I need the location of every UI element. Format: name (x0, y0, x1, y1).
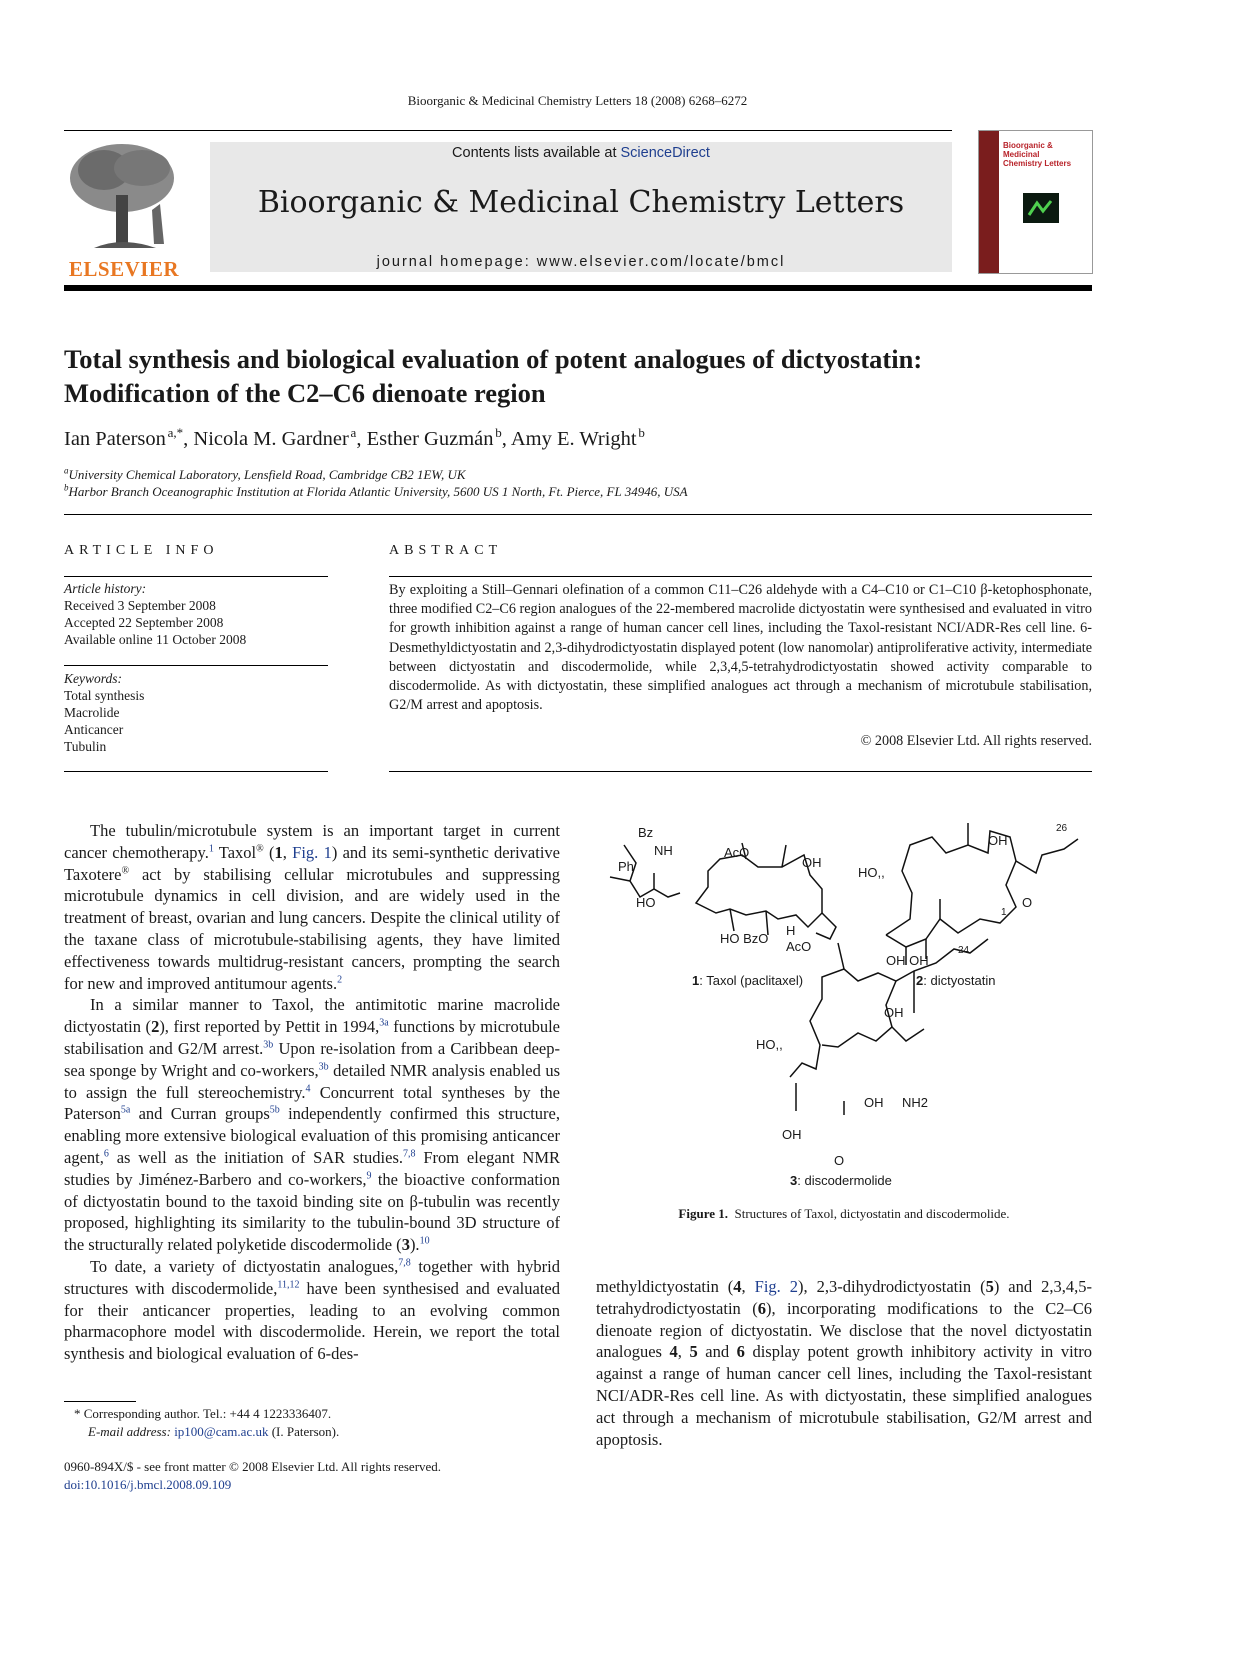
atom-label: AcO (786, 939, 812, 954)
author-name: Ian Paterson (64, 428, 166, 450)
affiliation-rule (64, 514, 1092, 515)
atom-label: HO BzO (720, 931, 769, 946)
compound-label-1: 1: Taxol (paclitaxel) (692, 973, 804, 988)
abstract-heading: ABSTRACT (389, 543, 503, 558)
atom-label: Ph (618, 859, 634, 874)
keyword: Anticancer (64, 722, 124, 737)
contents-available-text: Contents lists available at (452, 145, 617, 161)
affiliations (64, 466, 688, 500)
author-name: Nicola M. Gardner (193, 428, 349, 450)
author-affiliation-mark: b (495, 425, 502, 441)
banner-bottom-rule (64, 285, 1092, 291)
atom-label: AcO (724, 845, 750, 860)
atom-label: HO (636, 895, 656, 910)
compound-label-3: 3: discodermolide (790, 1173, 892, 1188)
body-left-column (64, 820, 560, 1365)
footnote-rule (64, 1401, 136, 1402)
author-affiliation-mark: a (350, 425, 357, 441)
cover-image (1023, 193, 1059, 223)
cover-title: Bioorganic & Medicinal Chemistry Letters (1003, 141, 1072, 168)
body-paragraph: The tubulin/microtubule system is an important target in current cancer chemotherapy.$^1$ Taxol® (1, Fig. 1) and its semi-synthetic derivative Taxotere® act by stabilising cellular microtubules and suppressing microtubule dynamics in cell division, and are widely used in the treatment of breast, ovarian and lung cancers. Despite the clinical utility of the taxane class of microtubule-stabilising agents, they have limited effectiveness towards multidrug-resistant cancers, prompting the search for new and improved antitumour agents.$^2$ (64, 821, 561, 993)
article-info-heading: ARTICLE INFO (64, 543, 219, 558)
atom-label: OH (864, 1095, 884, 1110)
atom-label: Bz (638, 825, 654, 840)
atom-label: 24 (958, 945, 970, 956)
atom-label: OH (884, 1005, 904, 1020)
sciencedirect-link[interactable]: ScienceDirect (620, 145, 710, 161)
author-name: Esther Guzmán (366, 428, 494, 450)
author-affiliation-mark: a,* (167, 425, 184, 441)
author-affiliation-mark: b (638, 425, 645, 441)
figure-1 (596, 815, 1092, 1215)
atom-label: HO,, (858, 865, 885, 880)
abstract-copyright: © 2008 Elsevier Ltd. All rights reserved. (860, 733, 1092, 749)
atom-label: OH (802, 855, 822, 870)
journal-banner (210, 142, 952, 272)
body-paragraph: To date, a variety of dictyostatin analogues,$^{7,8}$ together with hybrid structures with discodermolide,$^{11,12}$ have been synthesised and evaluated for their anticancer properties, leading to an evolving common pharmacophore model with discodermolide. Herein, we report the total synthesis and biological evaluation of 6-des- (64, 1256, 560, 1364)
keywords-rule (64, 665, 328, 666)
abstract-text: By exploiting a Still–Gennari olefination of a common C11–C26 aldehyde with a C4–C10 or C1–C10 β-ketophosphonate, three modified C2–C6 region analogues of the 22-membered macrolide dictyostatin were synthesised and evaluated in vitro for growth inhibition against a range of human cancer cell lines, including the Taxol-resistant NCI/ADR-Res cell line. 6-Desmethyldictyostatin and 2,3-dihydrodictyostatin displayed potent (low nanomolar) antiproliferative activity, intermediate between dictyostatin and discodermolide, while 2,3,4,5-tetrahydrodictyostatin showed activity comparable to discodermolide. As with dictyostatin, these simplified analogues act through a mechanism of microtubule stabilisation, G2/M arrest and apoptosis. (389, 582, 1092, 714)
article-info-bottom-rule (64, 771, 328, 772)
article-info-rule (64, 576, 328, 577)
abstract-rule (389, 576, 1092, 577)
journal-title: Bioorganic & Medicinal Chemistry Letters (257, 185, 905, 220)
elsevier-wordmark: ELSEVIER (68, 257, 180, 281)
affiliation-b: $^b$Harbor Branch Oceanographic Institution at Florida Atlantic University, 5600 US 1 North, Ft. Pierce, FL 34946, USA (64, 482, 688, 499)
figure-caption: Figure 1. Structures of Taxol, dictyostatin and discodermolide. (678, 1206, 1010, 1221)
corresponding-author: * Corresponding author. Tel.: +44 4 1223336407. (74, 1406, 332, 1421)
atom-label: NH2 (902, 1095, 929, 1110)
atom-label: 1 (1001, 907, 1007, 918)
abstract-bottom-rule (389, 771, 1092, 772)
atom-label: O (834, 1153, 845, 1168)
author-email-link[interactable]: ip100@cam.ac.uk (174, 1423, 269, 1439)
article-history: Article history: Received 3 September 2008 Accepted 22 September 2008 Available online 11 October 2008 (64, 581, 247, 647)
atom-label: O (1022, 895, 1033, 910)
keyword: Tubulin (64, 739, 107, 754)
article-title: Total synthesis and biological evaluation of potent analogues of dictyostatin: Modification of the C2–C6 dienoate region (64, 344, 923, 408)
body-right-column (596, 1276, 1092, 1450)
body-paragraph: methyldictyostatin (4, Fig. 2), 2,3-dihydrodictyostatin (5) and 2,3,4,5-tetrahydrodictyostatin (6), incorporating modifications to the C2–C6 dienoate region of dictyostatin. We disclose that the novel dictyostatin analogues 4, 5 and 6 display potent growth inhibitory activity in vitro against a range of human cancer cell lines, including the Taxol-resistant NCI/ADR-Res cell line. As with dictyostatin, these simplified analogues act through a mechanism of microtubule stabilisation, G2/M arrest and apoptosis. (596, 1277, 1092, 1449)
atom-label: H (786, 923, 796, 938)
atom-label: NH (654, 843, 673, 858)
elsevier-logo (64, 140, 184, 281)
affiliation-a: $^a$University Chemical Laboratory, Lensfield Road, Cambridge CB2 1EW, UK (64, 465, 466, 482)
journal-citation: Bioorganic & Medicinal Chemistry Letters 18 (2008) 6268–6272 (407, 93, 748, 108)
author-list: Ian Paterson $^{a,*}$, Nicola M. Gardner $^a$, Esther Guzmán $^b$, Amy E. Wright $^b$ (64, 425, 645, 450)
atom-label: HO,, (756, 1037, 783, 1052)
atom-label: 26 (1056, 823, 1068, 834)
journal-cover (978, 130, 1093, 274)
compound-label-2: 2: dictyostatin (916, 973, 996, 988)
footnote: * Corresponding author. Tel.: +44 4 1223336407. E-mail address: ip100@cam.ac.uk (I. Paterson). (74, 1406, 340, 1439)
atom-label: OH OH (886, 953, 929, 968)
journal-homepage[interactable]: journal homepage: www.elsevier.com/locate/bmcl (376, 254, 786, 270)
keywords: Keywords: Total synthesis Macrolide Anticancer Tubulin (64, 671, 145, 754)
keyword: Macrolide (64, 705, 120, 720)
body-paragraph: In a similar manner to Taxol, the antimitotic marine macrolide dictyostatin (2), first reported by Pettit in 1994,$^{3a}$ functions by microtubule stabilisation and G2/M arrest.$^{3b}$ Upon re-isolation from a Caribbean deep-sea sponge by Wright and co-workers,$^{3b}$ detailed NMR analysis enabled us to assign the full stereochemistry.$^4$ Concurrent total syntheses by the Paterson$^{5a}$ and Curran groups$^{5b}$ independently confirmed this structure, enabling more extensive biological evaluation of this promising anticancer agent,$^6$ as well as the initiation of SAR studies.$^{7,8}$ From elegant NMR studies by Jiménez-Barbero and co-workers,$^9$ the bioactive conformation of dictyostatin bound to the taxoid binding site on β-tubulin was recently proposed, highlighting its similarity to the tubulin-bound 3D structure of the structurally related polyketide discodermolide (3).$^{10}$ (64, 995, 561, 1255)
author-name: Amy E. Wright (510, 428, 637, 450)
atom-label: OH (988, 833, 1008, 848)
header-rule (64, 130, 952, 131)
issn-doi: 0960-894X/$ - see front matter © 2008 Elsevier Ltd. All rights reserved. doi:10.1016/j.bmcl.2008.09.109 (64, 1459, 442, 1492)
atom-label: OH (782, 1127, 802, 1142)
tree-icon (64, 140, 184, 252)
keyword: Total synthesis (64, 688, 145, 703)
doi-link[interactable]: doi:10.1016/j.bmcl.2008.09.109 (64, 1476, 232, 1492)
